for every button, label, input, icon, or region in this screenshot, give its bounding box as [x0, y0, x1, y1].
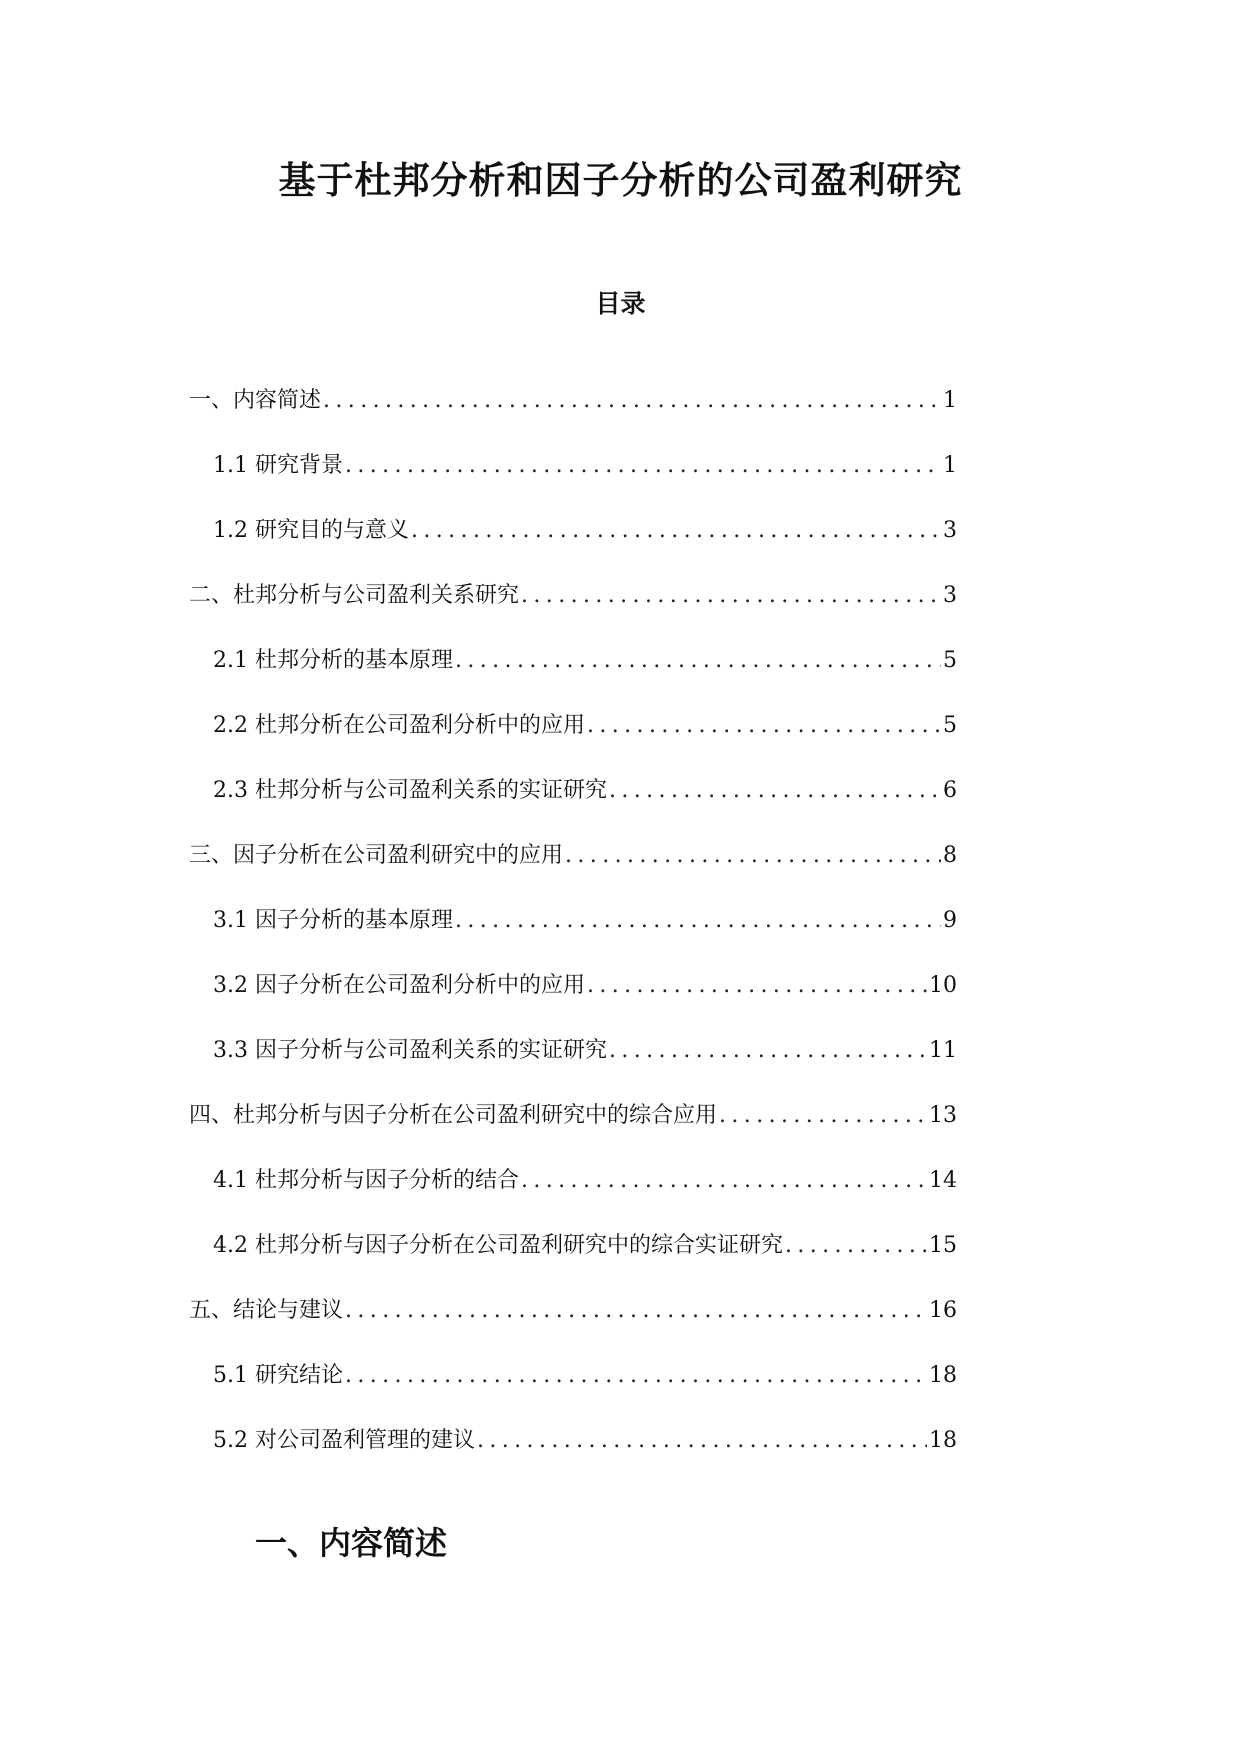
toc-entry-text: 四、杜邦分析与因子分析在公司盈利研究中的综合应用 [189, 1103, 718, 1128]
toc-entry[interactable] [213, 449, 957, 483]
toc-dot-leader [609, 1034, 927, 1068]
toc-entry-text: 3.2 因子分析在公司盈利分析中的应用 [213, 973, 585, 998]
toc-entry[interactable] [213, 709, 957, 743]
toc-dot-leader [345, 449, 941, 483]
toc-page-number: 5 [943, 648, 957, 673]
toc-dot-leader [565, 839, 941, 873]
toc-dot-leader [455, 904, 941, 938]
toc-entry[interactable] [213, 644, 957, 678]
toc-entry[interactable] [213, 904, 957, 938]
toc-page-number: 11 [929, 1038, 957, 1063]
toc-entry-text: 2.3 杜邦分析与公司盈利关系的实证研究 [213, 778, 607, 803]
toc-entry-text: 3.1 因子分析的基本原理 [213, 908, 453, 933]
toc-dot-leader [345, 1294, 927, 1328]
toc-page-number: 13 [929, 1103, 957, 1128]
toc-entry[interactable] [189, 384, 957, 418]
toc-entry[interactable] [189, 1294, 957, 1328]
toc-entry-text: 5.2 对公司盈利管理的建议 [213, 1428, 475, 1453]
toc-entry-text: 三、因子分析在公司盈利研究中的应用 [189, 843, 564, 868]
toc-page-number: 1 [943, 388, 957, 413]
toc-entry-text: 二、杜邦分析与公司盈利关系研究 [189, 583, 520, 608]
toc-page-number: 5 [943, 713, 957, 738]
toc-dot-leader [587, 709, 941, 743]
toc-page-number: 10 [929, 973, 957, 998]
toc-page-number: 3 [943, 583, 957, 608]
toc-entry-text: 2.1 杜邦分析的基本原理 [213, 648, 453, 673]
toc-dot-leader [587, 969, 927, 1003]
toc-entry[interactable] [189, 839, 957, 873]
toc-page-number: 18 [929, 1428, 957, 1453]
toc-dot-leader [411, 514, 941, 548]
toc-dot-leader [455, 644, 941, 678]
toc-entry[interactable] [213, 1229, 957, 1263]
toc-entry[interactable] [213, 1164, 957, 1198]
toc-page-number: 9 [943, 908, 957, 933]
toc-page-number: 14 [929, 1168, 957, 1193]
toc-dot-leader [609, 774, 941, 808]
toc-entry[interactable] [189, 579, 957, 613]
toc-entry-text: 2.2 杜邦分析在公司盈利分析中的应用 [213, 713, 585, 738]
toc-entry[interactable] [213, 774, 957, 808]
toc-page-number: 8 [943, 843, 957, 868]
toc-page-number: 15 [929, 1233, 957, 1258]
toc-dot-leader [477, 1424, 927, 1458]
toc-entry[interactable] [213, 514, 957, 548]
toc-page-number: 1 [943, 453, 957, 478]
toc-entry[interactable] [189, 1099, 957, 1133]
toc-entry-text: 1.2 研究目的与意义 [213, 518, 409, 543]
toc-dot-leader [521, 1164, 927, 1198]
toc-entry-text: 五、结论与建议 [189, 1298, 344, 1323]
toc-dot-leader [345, 1359, 927, 1393]
toc-entry-text: 3.3 因子分析与公司盈利关系的实证研究 [213, 1038, 607, 1063]
toc-dot-leader [323, 384, 941, 418]
toc-page-number: 6 [943, 778, 957, 803]
toc-heading: 目录 [595, 289, 646, 318]
toc-entry-text: 一、内容简述 [189, 388, 322, 413]
toc-entry[interactable] [213, 1034, 957, 1068]
toc-entry[interactable] [213, 1424, 957, 1458]
toc-entry[interactable] [213, 1359, 957, 1393]
toc-page-number: 16 [929, 1298, 957, 1323]
toc-dot-leader [719, 1099, 927, 1133]
document-title: 基于杜邦分析和因子分析的公司盈利研究 [278, 159, 963, 202]
toc-entry-text: 4.1 杜邦分析与因子分析的结合 [213, 1168, 519, 1193]
toc-page-number: 3 [943, 518, 957, 543]
toc-entry-text: 5.1 研究结论 [213, 1363, 343, 1388]
toc-entry[interactable] [213, 969, 957, 1003]
toc-dot-leader [785, 1229, 927, 1263]
toc-page-number: 18 [929, 1363, 957, 1388]
toc-entry-text: 4.2 杜邦分析与因子分析在公司盈利研究中的综合实证研究 [213, 1233, 783, 1258]
section-heading: 一、内容简述 [255, 1524, 448, 1562]
toc-entry-text: 1.1 研究背景 [213, 453, 343, 478]
toc-dot-leader [521, 579, 941, 613]
